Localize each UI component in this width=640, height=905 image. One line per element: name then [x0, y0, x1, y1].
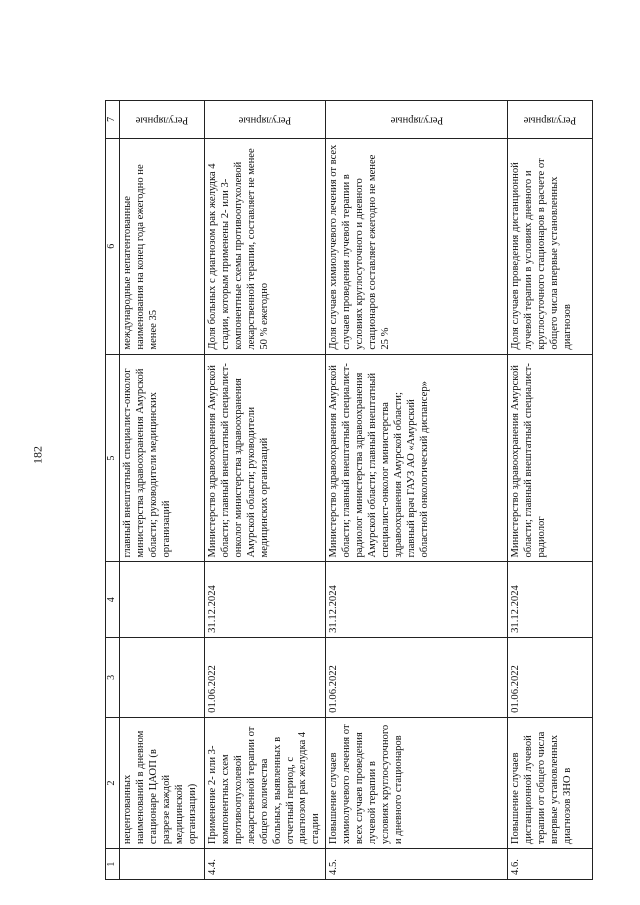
header-col-5: 5: [106, 354, 120, 562]
table-row: [205, 101, 326, 880]
event-cell: нецентованных наименований в дневном стационаре ЦАОП (в разрезе каждой медицинской организации): [120, 717, 205, 848]
table-row: [326, 101, 508, 880]
header-col-4: 4: [106, 562, 120, 637]
start-date-cell: 01.06.2022: [205, 637, 326, 717]
period-label: Регулярные: [238, 114, 292, 126]
end-date-cell: 31.12.2024: [508, 562, 593, 637]
responsible-cell: Министерство здравоохранения Амурской области; главный внештатный специалист-онколог министерства здравоохранения Амурской области; руководители медицинских организаций: [205, 354, 326, 562]
period-label: Регулярные: [135, 114, 189, 126]
responsible-cell: главный внештатный специалист-онколог министерства здравоохранения Амурской области; руководители медицинских организаций: [120, 354, 205, 562]
row-number: 4.4.: [205, 849, 326, 880]
event-cell: Повышение случаев дистанционной лучевой терапии от общего числа впервые установленных диагнозов ЗНО в: [508, 717, 593, 848]
rotated-page-content: [105, 100, 595, 880]
event-cell: Применение 2- или 3-компонентных схем противоопухолевой лекарственной терапии от общего количества больных, выявленных в отчетный период, с диагнозом рак желудка 4 стадии: [205, 717, 326, 848]
period-cell: [508, 101, 593, 139]
row-number: [120, 849, 205, 880]
period-label: Регулярные: [524, 114, 577, 126]
start-date-cell: [120, 637, 205, 717]
table-row: [508, 101, 593, 880]
end-date-cell: 31.12.2024: [205, 562, 326, 637]
header-col-1: 1: [106, 849, 120, 880]
period-cell: [120, 101, 205, 139]
header-row: [106, 101, 120, 880]
page-number: 182: [30, 446, 45, 464]
end-date-cell: [120, 562, 205, 637]
period-cell: [205, 101, 326, 139]
event-cell: Повышение случаев химиолучевого лечения от всех случаев проведения лучевой терапии в условиях круглосуточного и дневного стационаров: [326, 717, 508, 848]
indicator-cell: Доля случаев проведения дистанционной лучевой терапии в условиях дневного и круглосуточного стационаров в расчете от общего числа впервые установленных диагнозов: [508, 138, 593, 354]
indicator-cell: Доля больных с диагнозом рак желудка 4 стадии, которым применены 2- или 3-компонентные схемы противоопухолевой лекарственной терапии, составляет не менее 50 % ежегодно: [205, 138, 326, 354]
row-number: 4.5.: [326, 849, 508, 880]
indicator-cell: международные непатентованные наименования на конец года ежегодно не менее 35: [120, 138, 205, 354]
end-date-cell: 31.12.2024: [326, 562, 508, 637]
row-number: 4.6.: [508, 849, 593, 880]
table-row: [120, 101, 205, 880]
header-col-7: 7: [106, 101, 120, 139]
indicator-cell: Доля случаев химиолучевого лечения от всех случаев проведения лучевой терапии в условиях круглосуточного и дневного стационаров составляет ежегодно не менее 25 %: [326, 138, 508, 354]
responsible-cell: Министерство здравоохранения Амурской области; главный внештатный специалист-радиолог министерства здравоохранения Амурской области; главный внештатный специалист-онколог министерства здравоохранения Амурской области; главный врач ГАУЗ АО «Амурский областной онкологический диспансер»: [326, 354, 508, 562]
header-col-3: 3: [106, 637, 120, 717]
responsible-cell: Министерство здравоохранения Амурской области; главный внештатный специалист-радиолог: [508, 354, 593, 562]
header-col-2: 2: [106, 717, 120, 848]
activities-table: [105, 100, 593, 880]
header-col-6: 6: [106, 138, 120, 354]
start-date-cell: 01.06.2022: [326, 637, 508, 717]
period-label: Регулярные: [390, 114, 444, 126]
period-cell: [326, 101, 508, 139]
start-date-cell: 01.06.2022: [508, 637, 593, 717]
